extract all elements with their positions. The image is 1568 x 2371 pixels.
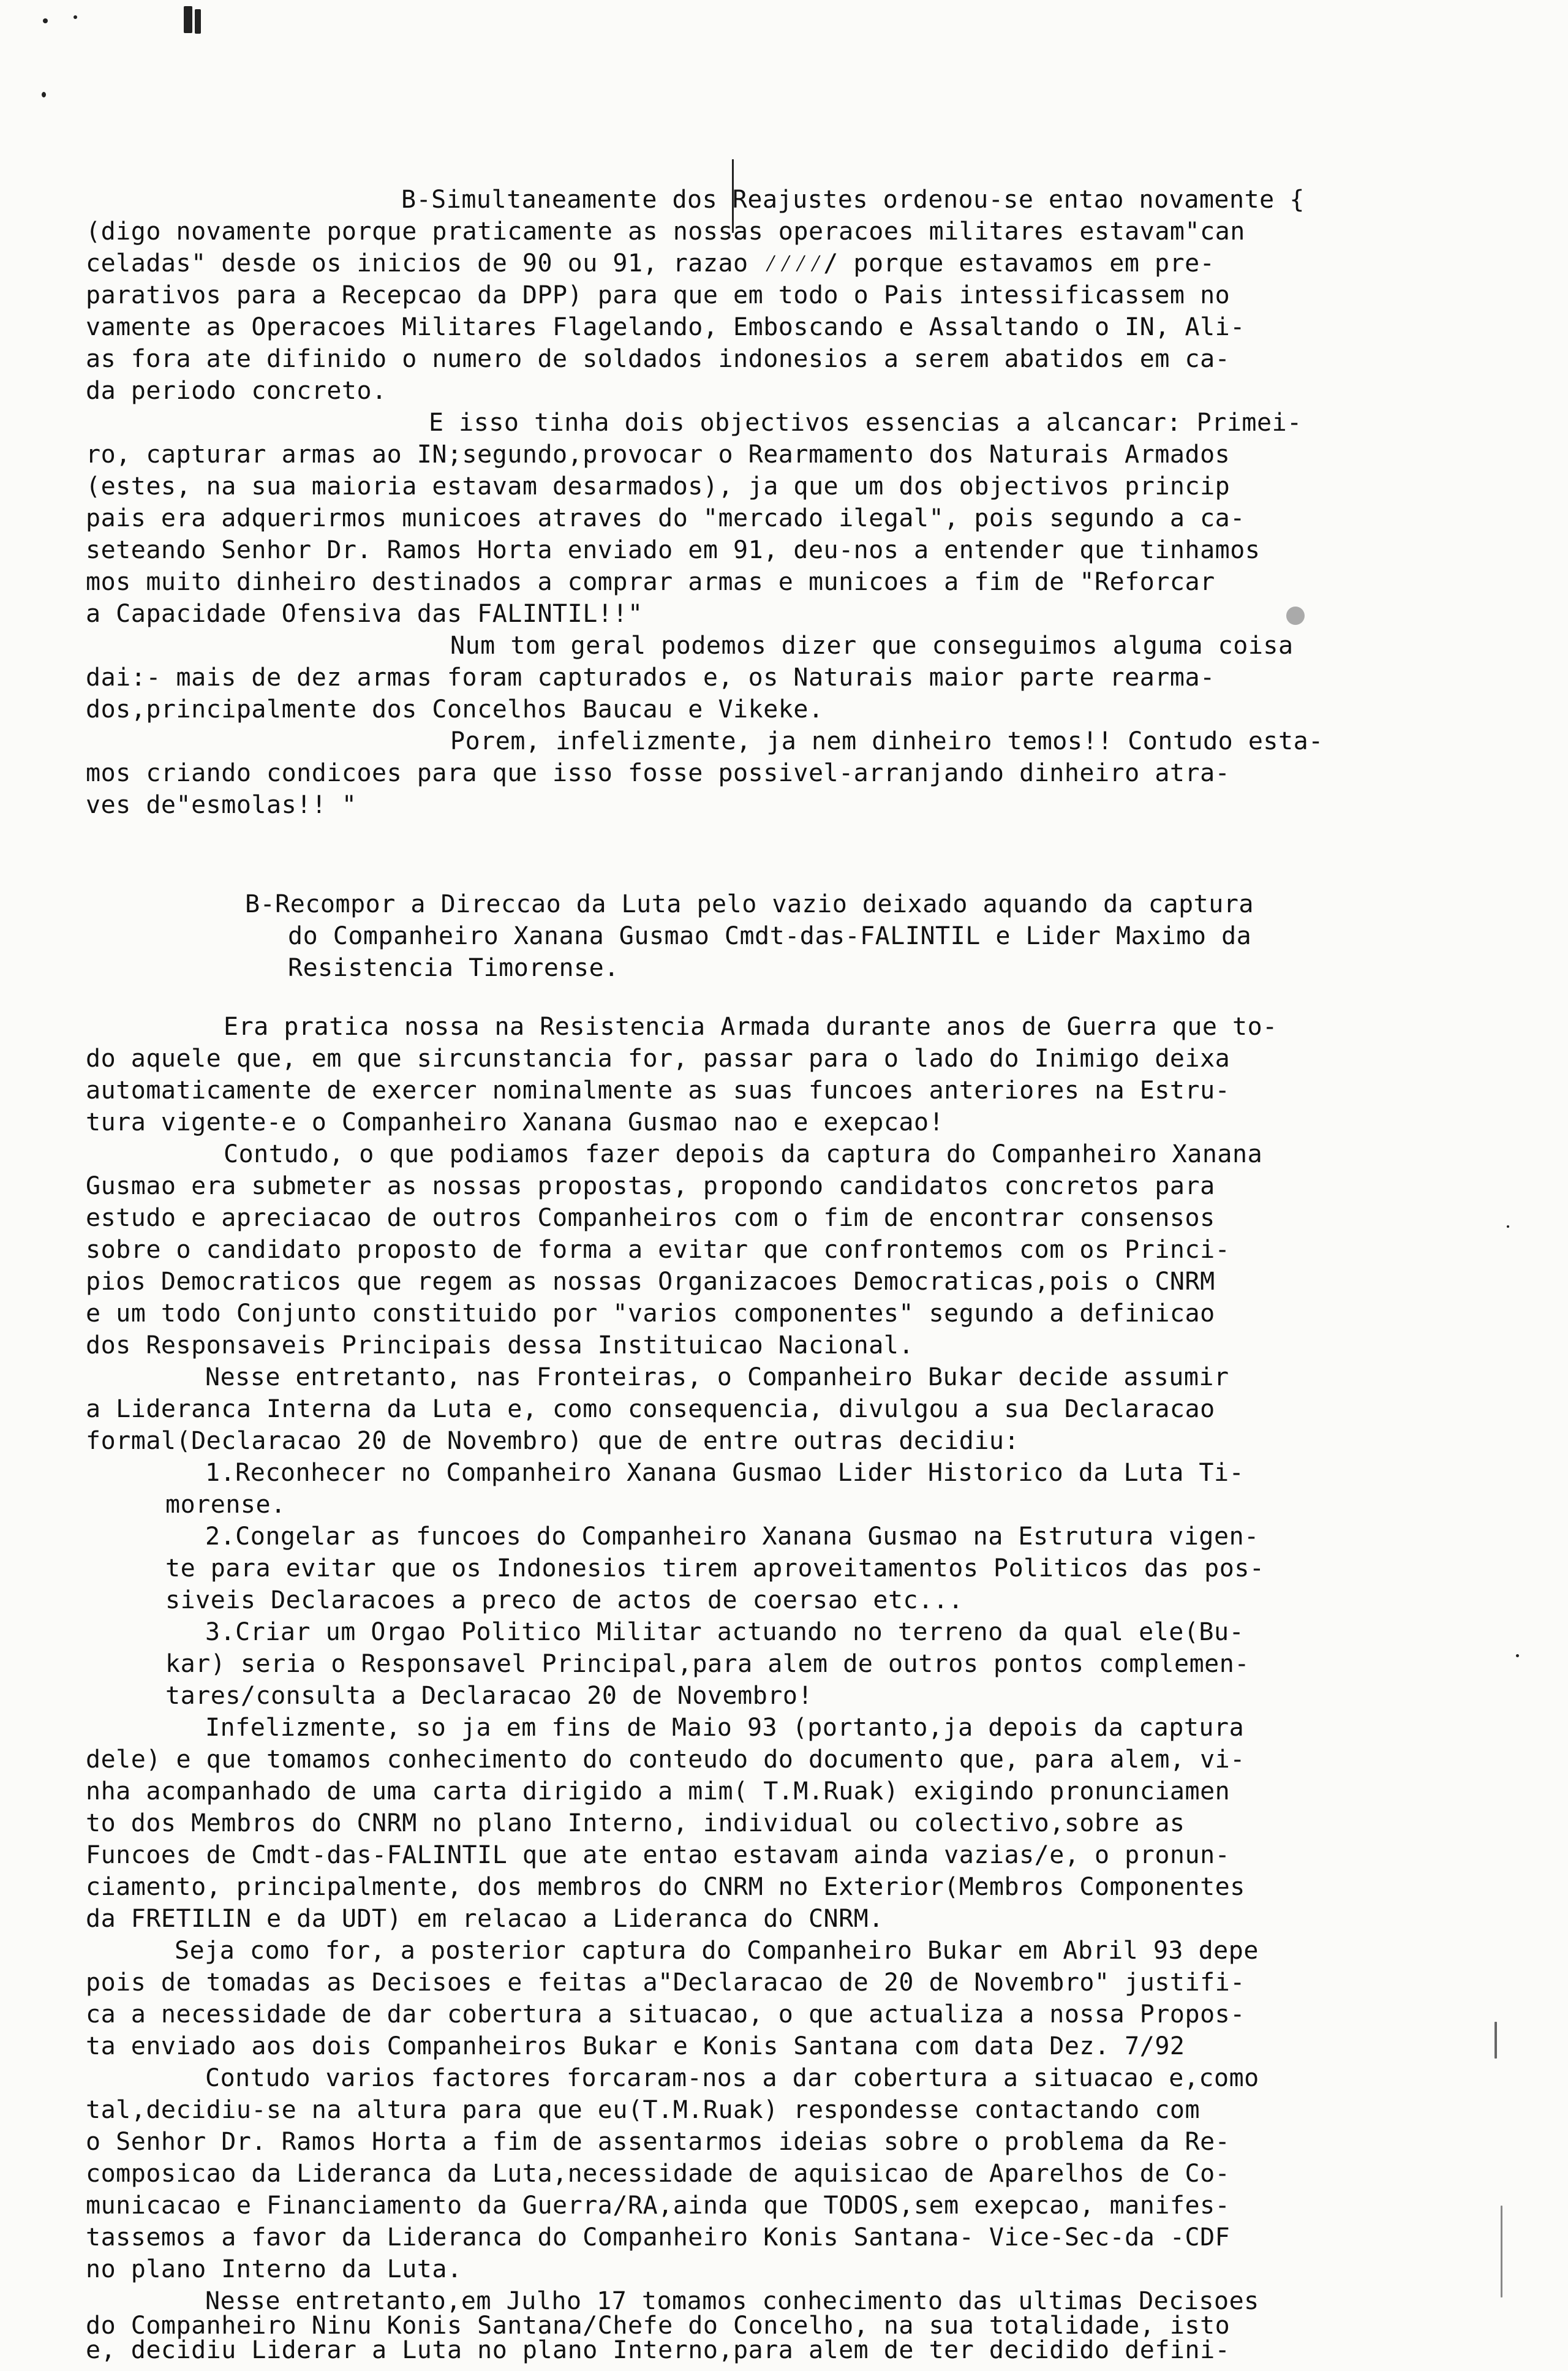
paragraph-line: ta enviado aos dois Companheiros Bukar e Konis Santana com data Dez. 7/92 — [86, 2032, 1185, 2060]
paragraph-line: ca a necessidade de dar cobertura a situacao, o que actualiza a nossa Propos- — [86, 2000, 1245, 2029]
scan-speck — [1286, 607, 1305, 625]
paragraph-line: Contudo, o que podiamos fazer depois da captura do Companheiro Xanana — [224, 1140, 1263, 1168]
paragraph-line: mos criando condicoes para que isso fosse possivel-arranjando dinheiro atra- — [86, 759, 1231, 787]
paragraph-line: ciamento, principalmente, dos membros do CNRM no Exterior(Membros Componentes — [86, 1873, 1245, 1901]
paragraph-line: formal(Declaracao 20 de Novembro) que de entre outras decidiu: — [86, 1427, 1020, 1455]
paragraph-line: siveis Declaracoes a preco de actos de coersao etc... — [165, 1586, 963, 1614]
paragraph-line: (digo novamente porque praticamente as nossas operacoes militares estavam"can — [86, 217, 1245, 246]
paragraph-line: mos muito dinheiro destinados a comprar armas e municoes a fim de "Reforcar — [86, 568, 1215, 596]
paragraph-line: pios Democraticos que regem as nossas Organizacoes Democraticas,pois o CNRM — [86, 1268, 1215, 1296]
paragraph-line: dos,principalmente dos Concelhos Baucau e Vikeke. — [86, 695, 824, 724]
paragraph-line: kar) seria o Responsavel Principal,para alem de outros pontos complemen- — [165, 1650, 1250, 1678]
paragraph-line: Gusmao era submeter as nossas propostas, propondo candidatos concretos para — [86, 1172, 1215, 1200]
scan-speck — [195, 9, 201, 34]
paragraph-line: sobre o candidato proposto de forma a evitar que confrontemos com os Princi- — [86, 1236, 1231, 1264]
paragraph-line: 2.Congelar as funcoes do Companheiro Xanana Gusmao na Estrutura vigen- — [205, 1522, 1259, 1551]
scan-speck — [1501, 2206, 1502, 2297]
paragraph-line: parativos para a Recepcao da DPP) para que em todo o Pais intessificassem no — [86, 281, 1231, 309]
paragraph-line: tassemos a favor da Lideranca do Companheiro Konis Santana- Vice-Sec-da -CDF — [86, 2223, 1231, 2252]
paragraph-line: dos Responsaveis Principais dessa Instituicao Nacional. — [86, 1331, 914, 1359]
paragraph-line: a Lideranca Interna da Luta e, como consequencia, divulgou a sua Declaracao — [86, 1395, 1215, 1423]
paragraph-line: Funcoes de Cmdt-das-FALINTIL que ate entao estavam ainda vazias/e, o pronun- — [86, 1841, 1231, 1869]
paragraph-line: ves de"esmolas!! " — [86, 791, 357, 819]
paragraph-line: B-Simultaneamente dos Reajustes ordenou-se entao novamente { — [401, 186, 1305, 214]
scan-speck — [1494, 2022, 1497, 2059]
paragraph-line: Porem, infelizmente, ja nem dinheiro temos!! Contudo esta- — [450, 727, 1324, 755]
paragraph-line: e, decidiu Liderar a Luta no plano Interno,para alem de ter decidido defini- — [86, 2336, 1231, 2364]
paragraph-line: tares/consulta a Declaracao 20 de Novembro! — [165, 1682, 813, 1710]
section-heading-line: Resistencia Timorense. — [288, 954, 619, 982]
paragraph-line: nha acompanhado de uma carta dirigido a mim( T.M.Ruak) exigindo pronunciamen — [86, 1777, 1231, 1806]
paragraph-line: tal,decidiu-se na altura para que eu(T.M.Ruak) respondesse contactando com — [86, 2096, 1200, 2124]
paragraph-line: da FRETILIN e da UDT) em relacao a Lideranca do CNRM. — [86, 1905, 884, 1933]
paragraph-line: (estes, na sua maioria estavam desarmados), ja que um dos objectivos princip — [86, 472, 1231, 501]
paragraph-line: te para evitar que os Indonesios tirem aproveitamentos Politicos das pos- — [165, 1554, 1265, 1583]
scan-speck — [43, 18, 48, 23]
section-heading-line: B-Recompor a Direccao da Luta pelo vazio deixado aquando da captura — [245, 890, 1254, 918]
paragraph-line: Era pratica nossa na Resistencia Armada durante anos de Guerra que to- — [224, 1013, 1278, 1041]
paragraph-line: automaticamente de exercer nominalmente as suas funcoes anteriores na Estru- — [86, 1076, 1231, 1105]
paragraph-line: pois de tomadas as Decisoes e feitas a"Declaracao de 20 de Novembro" justifi- — [86, 1968, 1245, 1997]
paragraph-line: e um todo Conjunto constituido por "varios componentes" segundo a definicao — [86, 1299, 1215, 1328]
paragraph-line: vamente as Operacoes Militares Flagelando, Emboscando e Assaltando o IN, Ali- — [86, 313, 1245, 341]
paragraph-line: tura vigente-e o Companheiro Xanana Gusmao nao e exepcao! — [86, 1108, 944, 1136]
paragraph-line: do Companheiro Ninu Konis Santana/Chefe do Concelho, na sua totalidade, isto — [86, 2312, 1231, 2340]
paragraph-line: 3.Criar um Orgao Politico Militar actuando no terreno da qual ele(Bu- — [205, 1618, 1245, 1646]
scan-speck — [74, 15, 77, 19]
paragraph-line: estudo e apreciacao de outros Companheiros com o fim de encontrar consensos — [86, 1204, 1215, 1232]
paragraph-line: to dos Membros do CNRM no plano Interno, individual ou colectivo,sobre as — [86, 1809, 1185, 1837]
paragraph-line: morense. — [165, 1491, 286, 1519]
scan-speck — [42, 92, 46, 97]
paragraph-line: as fora ate difinido o numero de soldados indonesios a serem abatidos em ca- — [86, 345, 1231, 373]
paragraph-line: Nesse entretanto, nas Fronteiras, o Companheiro Bukar decide assumir — [205, 1363, 1229, 1391]
scan-speck — [1507, 1225, 1509, 1228]
scan-speck — [1516, 1654, 1519, 1657]
paragraph-line: a Capacidade Ofensiva das FALINTIL!!" — [86, 600, 643, 628]
paragraph-line: 1.Reconhecer no Companheiro Xanana Gusmao Lider Historico da Luta Ti- — [205, 1459, 1245, 1487]
paragraph-line: do aquele que, em que sircunstancia for, passar para o lado do Inimigo deixa — [86, 1045, 1231, 1073]
paragraph-line: Contudo varios factores forcaram-nos a dar cobertura a situacao e,como — [205, 2064, 1259, 2092]
paragraph-line: Num tom geral podemos dizer que conseguimos alguma coisa — [450, 632, 1294, 660]
paragraph-line: E isso tinha dois objectivos essencias a alcancar: Primei- — [429, 409, 1302, 437]
paragraph-line: municacao e Financiamento da Guerra/RA,ainda que TODOS,sem exepcao, manifes- — [86, 2191, 1231, 2220]
paragraph-line: Seja como for, a posterior captura do Companheiro Bukar em Abril 93 depe — [175, 1937, 1259, 1965]
paragraph-line: seteando Senhor Dr. Ramos Horta enviado em 91, deu-nos a entender que tinhamos — [86, 536, 1261, 564]
section-heading-line: do Companheiro Xanana Gusmao Cmdt-das-FALINTIL e Lider Maximo da — [288, 922, 1252, 950]
paragraph-line: Nesse entretanto,em Julho 17 tomamos conhecimento das ultimas Decisoes — [205, 2287, 1259, 2315]
paragraph-line: composicao da Lideranca da Luta,necessidade de aquisicao de Aparelhos de Co- — [86, 2160, 1231, 2188]
paragraph-line: dai:- mais de dez armas foram capturados e, os Naturais maior parte rearma- — [86, 664, 1215, 692]
paragraph-line: da periodo concreto. — [86, 377, 387, 405]
paragraph-line: ro, capturar armas ao IN;segundo,provocar o Rearmamento dos Naturais Armados — [86, 441, 1231, 469]
paragraph-line: Infelizmente, so ja em fins de Maio 93 (portanto,ja depois da captura — [205, 1714, 1245, 1742]
paragraph-line: pais era adquerirmos municoes atraves do "mercado ilegal", pois segundo a ca- — [86, 504, 1245, 532]
paragraph-line: celadas" desde os inicios de 90 ou 91, razao ⁄⁄⁄⁄/ porque estavamos em pre- — [86, 249, 1215, 278]
paragraph-line: dele) e que tomamos conhecimento do conteudo do documento que, para alem, vi- — [86, 1745, 1245, 1774]
scan-speck — [184, 6, 192, 33]
paragraph-line: o Senhor Dr. Ramos Horta a fim de assentarmos ideias sobre o problema da Re- — [86, 2128, 1231, 2156]
paragraph-line: no plano Interno da Luta. — [86, 2255, 462, 2283]
